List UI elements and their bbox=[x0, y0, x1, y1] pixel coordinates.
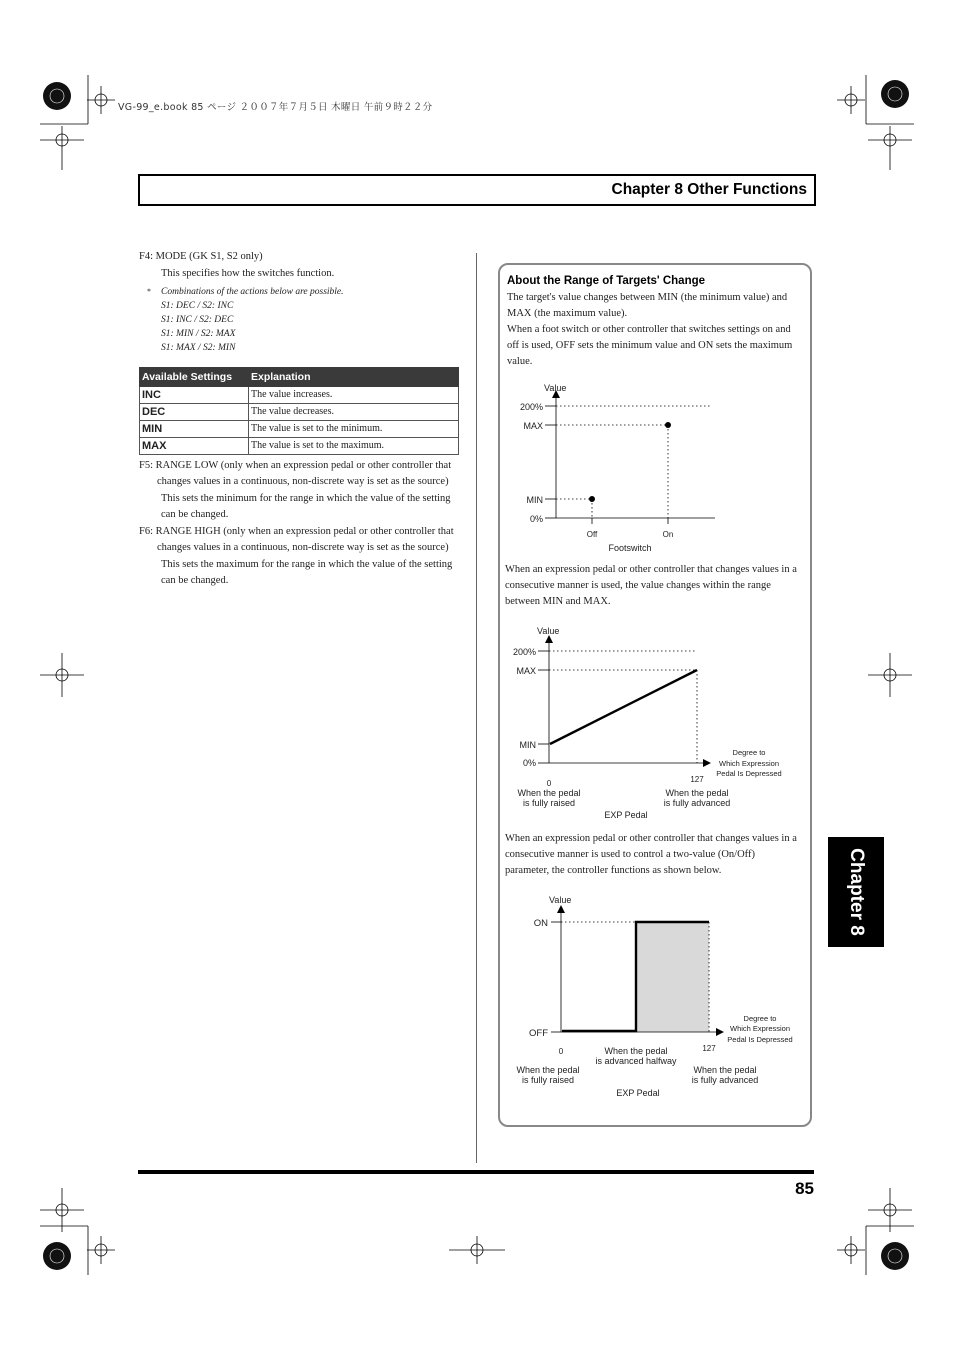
y-tick-label: 200% bbox=[519, 402, 543, 412]
axis-note-line: Pedal Is Depressed bbox=[727, 1035, 793, 1044]
f4-description: This specifies how the switches function. bbox=[161, 268, 335, 279]
y-tick-label: ON bbox=[533, 918, 548, 929]
print-header: VG-99_e.book 85 ページ ２００７年７月５日 木曜日 午前９時２２分 bbox=[118, 102, 433, 113]
f5-description: This sets the minimum for the range in which the value of the setting can be changed. bbox=[161, 493, 451, 520]
x-axis-label: EXP Pedal bbox=[616, 1088, 660, 1098]
table-cell-setting: MIN bbox=[140, 421, 249, 438]
x-note-line: is advanced halfway bbox=[595, 1056, 677, 1066]
x-note-line: is fully raised bbox=[522, 798, 576, 808]
page-number: 85 bbox=[795, 1179, 814, 1198]
x-tick-label: 0 bbox=[546, 779, 552, 788]
x-note-line: When the pedal bbox=[516, 1065, 580, 1075]
x-note-line: When the pedal bbox=[665, 788, 729, 798]
y-tick-label: 0% bbox=[529, 514, 543, 524]
note-line: S1: MAX / S2: MIN bbox=[161, 343, 236, 353]
f5-title: F5: RANGE LOW (only when an expression pedal or other controller that changes values in a continuous, non-discrete way is set as the source) bbox=[139, 460, 452, 487]
axis-note-line: Degree to bbox=[732, 748, 766, 757]
x-tick-label: Off bbox=[586, 530, 598, 539]
x-tick-label: On bbox=[662, 530, 674, 539]
table-cell-setting: MAX bbox=[140, 438, 249, 455]
axis-note-line: Which Expression bbox=[729, 1024, 791, 1033]
note-asterisk: * bbox=[147, 287, 151, 296]
y-tick-label: MIN bbox=[519, 740, 536, 750]
chapter-tab bbox=[828, 837, 884, 947]
info-paragraph: The target's value changes between MIN (the minimum value) and MAX (the maximum value). bbox=[507, 292, 788, 319]
info-paragraph: When an expression pedal or other controller that changes values in a consecutive manner is used to control a two-value (On/Off) parameter, the controller functions as shown below. bbox=[505, 833, 797, 876]
note-line: S1: DEC / S2: INC bbox=[161, 301, 234, 311]
on-region-fill bbox=[636, 922, 709, 1032]
note-line: S1: INC / S2: DEC bbox=[161, 315, 234, 325]
info-box-title: About the Range of Targets' Change bbox=[507, 275, 706, 287]
x-tick-label: 127 bbox=[690, 775, 704, 784]
chapter-header-title: Chapter 8 Other Functions bbox=[611, 181, 807, 198]
x-note-line: When the pedal bbox=[693, 1065, 757, 1075]
footer-rule bbox=[138, 1170, 814, 1174]
table-cell-explanation: The value is set to the maximum. bbox=[249, 438, 459, 455]
f6-description: This sets the maximum for the range in which the value of the setting can be changed. bbox=[161, 559, 453, 586]
f6-title: F6: RANGE HIGH (only when an expression pedal or other controller that changes values in a continuous, non-discrete way is set as the source) bbox=[139, 526, 454, 553]
axis-note-line: Pedal Is Depressed bbox=[716, 769, 782, 778]
y-tick-label: MAX bbox=[516, 666, 536, 676]
table-header-settings: Available Settings bbox=[140, 368, 249, 387]
y-axis-label: Value bbox=[549, 895, 572, 905]
y-axis-label: Value bbox=[544, 383, 567, 393]
y-axis-arrow bbox=[557, 905, 565, 913]
table-cell-setting: DEC bbox=[140, 404, 249, 421]
chapter-tab-label: Chapter 8 bbox=[846, 848, 867, 936]
info-paragraph: When an expression pedal or other controller that changes values in a consecutive manner is used, the value changes within the range between MIN and MAX. bbox=[505, 564, 797, 607]
y-tick-label: MIN bbox=[526, 495, 543, 505]
table-cell-explanation: The value is set to the minimum. bbox=[249, 421, 459, 438]
x-note-line: is fully advanced bbox=[691, 1075, 759, 1085]
x-note-line: When the pedal bbox=[604, 1046, 668, 1056]
table-cell-setting: INC bbox=[140, 387, 249, 404]
y-tick-label: 0% bbox=[522, 758, 536, 768]
x-note-line: When the pedal bbox=[517, 788, 581, 798]
y-axis-label: Value bbox=[537, 626, 560, 636]
y-tick-label: OFF bbox=[529, 1028, 548, 1039]
note-line: Combinations of the actions below are possible. bbox=[161, 287, 344, 297]
info-paragraph: When a foot switch or other controller that switches settings on and off is used, OFF sets the minimum value and ON sets the maximum value. bbox=[507, 324, 793, 367]
axis-note-line: Which Expression bbox=[718, 759, 780, 768]
table-header-explanation: Explanation bbox=[249, 368, 459, 387]
x-axis-label: EXP Pedal bbox=[604, 810, 648, 820]
x-tick-label: 0 bbox=[558, 1047, 564, 1056]
x-axis-label: Footswitch bbox=[608, 543, 652, 553]
table-cell-explanation: The value increases. bbox=[249, 387, 459, 404]
x-tick-label: 127 bbox=[702, 1044, 716, 1053]
axis-note-line: Degree to bbox=[743, 1014, 777, 1023]
f4-title: F4: MODE (GK S1, S2 only) bbox=[139, 251, 263, 262]
x-note-line: is fully raised bbox=[521, 1075, 575, 1085]
y-tick-label: MAX bbox=[523, 421, 543, 431]
x-axis-arrow bbox=[716, 1028, 724, 1036]
x-note-line: is fully advanced bbox=[663, 798, 731, 808]
note-line: S1: MIN / S2: MAX bbox=[161, 329, 236, 339]
table-cell-explanation: The value decreases. bbox=[249, 404, 459, 421]
y-tick-label: 200% bbox=[512, 647, 536, 657]
